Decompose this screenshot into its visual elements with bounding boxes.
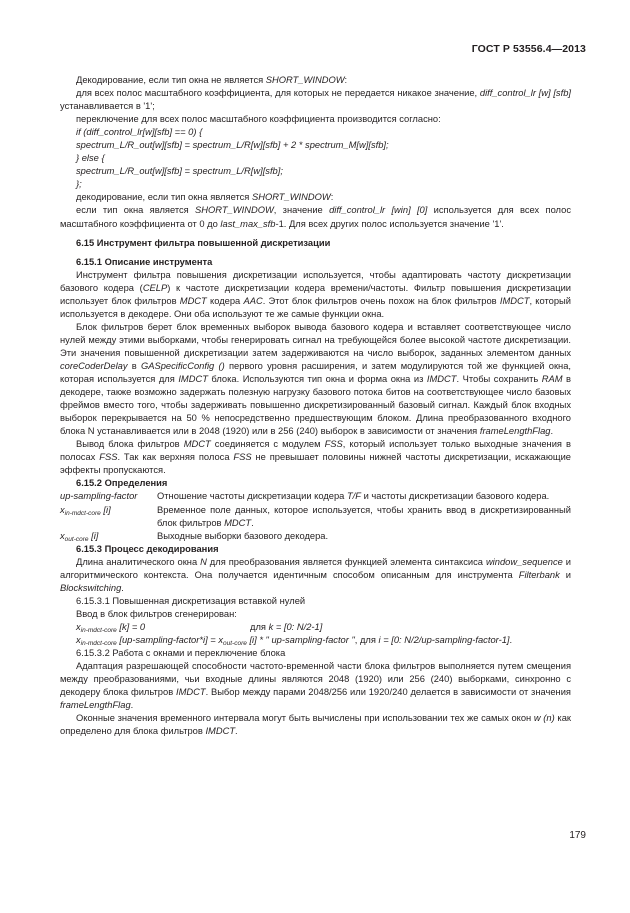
definition-term: $x_{in-mdct-core}$ [i] — [60, 504, 111, 517]
definition-description: Отношение частоты дискретизации кодера T/F и частоты дискретизации базового кодера. — [157, 491, 550, 502]
definition-row — [60, 530, 571, 543]
paragraph: Инструмент фильтра повышения дискретизации используется, чтобы адаптировать частоту дискретизации базового кодера (CELP) к частоте дискретизации кодера времени/частоты. Фильтр повышения дискретизации использует блок фильтров MDCT кодера AAC. Этот блок фильтров очень похож на блок фильтров IMDCT, который используется в декодере. Они оба используют те же самые функции окна. — [60, 269, 572, 319]
code-line: } else { — [76, 153, 105, 164]
paragraph: Блок фильтров берет блок временных выборок вывода базового кодера и вставляет соответствующее число нулей между этими выборками, чтобы генерировать сигнал на требующейся более высокой частоте дискретизации. Эти значения повышенной дискретизации затем задерживаются на число выборок, заданных элементом данных coreCoderDelay в GASpecificConfig () первого уровня расширения, и затем модулируются той же функцией окна, которая используется для IMDCT блока. Используются тип окна и форма окна из IMDCT. Чтобы сохранить RAM в декодере, также возможно задержать полезную нагрузку базового потока битов на соответствующее число базовых фреймов вместо того, чтобы задерживать повышенно дискретизированный базовый сигнал. Каждый блок входных выборок перекрывается на 50 % непосредственно предшествующим блоком. Длина преобразованного входного блока N устанавливается или в 2048 (1920) или в 256 (240) выборок в зависимости от значения frameLengthFlag. — [60, 321, 572, 437]
code-line: spectrum_L/R_out[w][sfb] = spectrum_L/R[w][sfb]; — [76, 166, 283, 177]
paragraph: Вывод блока фильтров MDCT соединяется с модулем FSS, который использует только выходные значения в полосах FSS. Так как верхняя полоса FSS не превышает половины нижней частоты дискретизации, искажающие эффекты пропускаются. — [60, 439, 571, 476]
subsection-heading: 6.15.2 Определения — [76, 478, 168, 489]
document-body — [60, 74, 571, 738]
definition-description: Временное поле данных, которое используется, чтобы хранить ввод в дискретизированный блок фильтров MDCT. — [157, 504, 571, 528]
definition-row — [60, 504, 571, 530]
paragraph: для всех полос масштабного коэффициента, для которых не передается никакое значение, diff_control_lr [w] [sfb] устанавливается в '1'; — [60, 88, 571, 112]
standard-header: ГОСТ Р 53556.4—2013 — [471, 43, 586, 55]
paragraph: Адаптация разрешающей способности частото-временной части блока фильтров выполняется путем смещения между преобразованиями, чьи входные длины являются 2048 (1920) или 256 (240) выборками, синхронно с декодеру блока фильтров IMDCT. Выбор между парами 2048/256 или 1920/240 делается в зависимости от значения frameLengthFlag. — [60, 661, 571, 711]
paragraph: Длина аналитического окна N для преобразования является функцией элемента синтаксиса window_sequence и алгоритмического контекста. Она получается идентичным способом описанным для инструмента Filterbank и Blockswitching. — [60, 556, 571, 593]
paragraph: Декодирование, если тип окна не является SHORT_WINDOW: — [76, 75, 348, 85]
subsection-heading: 6.15.3 Процесс декодирования — [76, 543, 219, 554]
code-line: if (diff_control_lr[w][sfb] == 0) { — [76, 127, 203, 138]
definition-description: Выходные выборки базового декодера. — [157, 530, 329, 541]
code-line: spectrum_L/R_out[w][sfb] = spectrum_L/R[w][sfb] + 2 * spectrum_M[w][sfb]; — [76, 140, 389, 151]
formula-line: $x_{in-mdct-core}$ [k] = 0 для k = [0: N/2-1] — [76, 621, 323, 634]
definition-term: up-sampling-factor — [60, 491, 138, 502]
definition-row — [60, 490, 571, 503]
code-line: }; — [76, 179, 82, 190]
paragraph: если тип окна является SHORT_WINDOW, значение diff_control_lr [win] [0] используется для всех полос масштабного коэффициента от 0 до last_max_sfb-1. Для всех других полос используется значение '1'. — [60, 205, 571, 229]
page-number: 179 — [569, 830, 586, 841]
paragraph: переключение для всех полос масштабного коэффициента производится согласно: — [76, 114, 441, 125]
clause-heading: 6.15.3.1 Повышенная дискретизация вставкой нулей — [76, 595, 306, 606]
definition-term: $x_{out-core}$ [i] — [60, 530, 99, 543]
subsection-heading: 6.15.1 Описание инструмента — [76, 256, 213, 267]
formula-line: $x_{in-mdct-core}$ [up-sampling-factor*i] = $x_{out-core}$ [i] * " up-sampling-factor ", для i = [0: N/2/up-sampling-factor-1]. — [76, 634, 513, 647]
paragraph: Оконные значения временного интервала могут быть вычислены при использовании тех же самых окон w (n) как определено для блока фильтров IMDCT. — [60, 713, 571, 737]
paragraph: Ввод в блок фильтров сгенерирован: — [76, 608, 237, 619]
clause-heading: 6.15.3.2 Работа с окнами и переключение блока — [76, 648, 286, 659]
paragraph: декодирование, если тип окна является SHORT_WINDOW: — [76, 192, 334, 203]
section-heading: 6.15 Инструмент фильтра повышенной дискретизации — [76, 237, 331, 248]
